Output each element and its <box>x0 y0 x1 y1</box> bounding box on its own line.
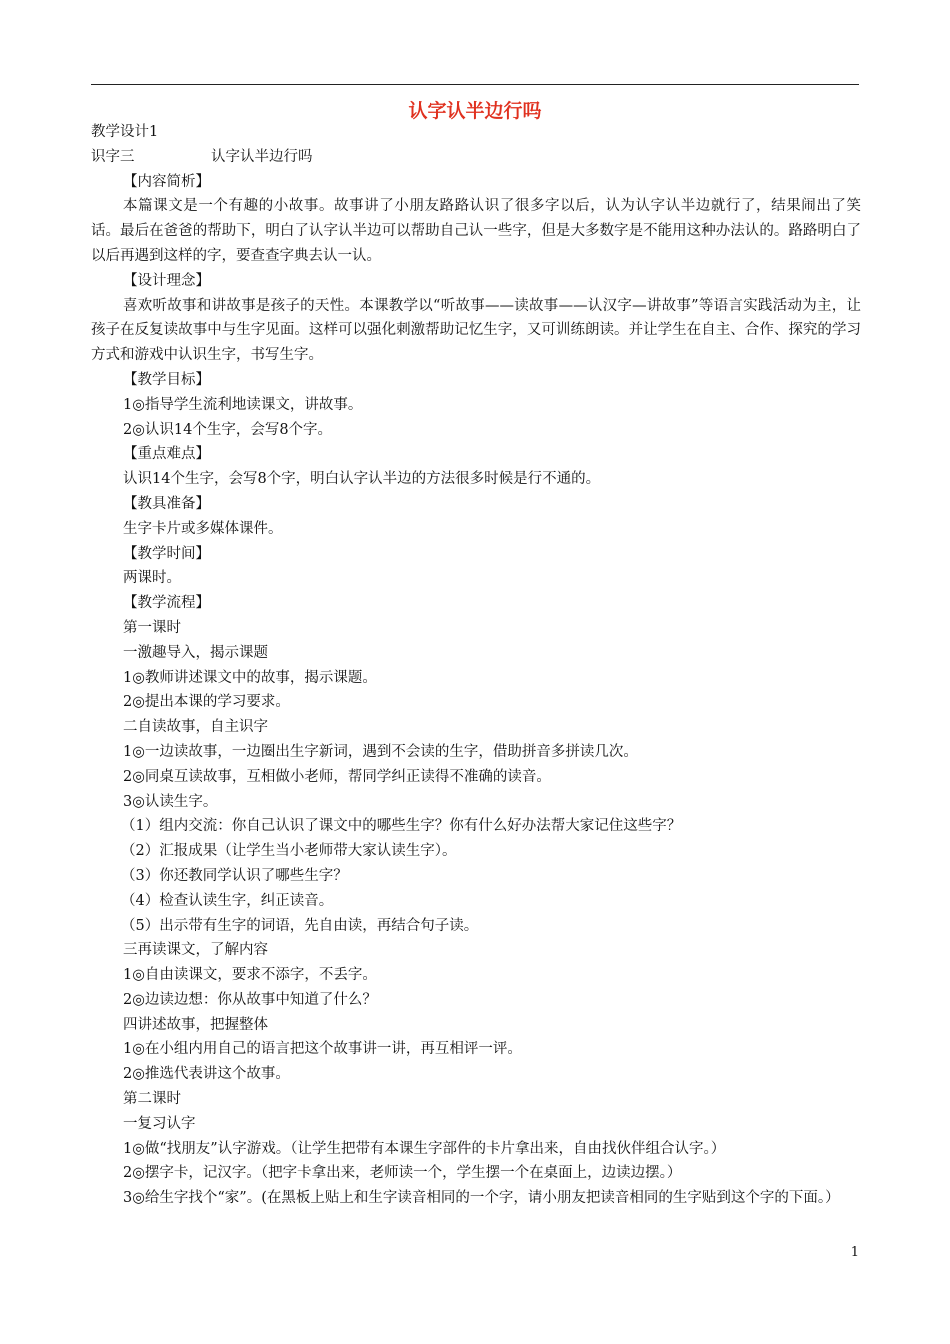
paragraph: 【教具准备】 <box>123 495 210 512</box>
paragraph: 第一课时 <box>123 619 181 636</box>
paragraph: 第二课时 <box>123 1091 181 1108</box>
paragraph: 1◎在小组内用自己的语言把这个故事讲一讲，再互相评一评。 <box>123 1041 522 1058</box>
paragraph: 【设计理念】 <box>123 272 210 289</box>
paragraph: 【教学目标】 <box>123 371 210 388</box>
paragraph: 2◎认识14个生字，会写8个字。 <box>123 421 333 438</box>
paragraph: 1◎自由读课文，要求不添字，不丢字。 <box>123 967 377 984</box>
paragraph: 2◎推选代表讲这个故事。 <box>123 1066 290 1083</box>
paragraph: 1◎指导学生流利地读课文，讲故事。 <box>123 396 363 413</box>
unit-line <box>91 145 861 170</box>
paragraph: 2◎同桌互读故事，互相做小老师，帮同学纠正读得不准确的读音。 <box>123 768 551 785</box>
paragraph: 【重点难点】 <box>123 446 210 463</box>
paragraph: 【教学流程】 <box>123 595 210 612</box>
paragraph: 四讲述故事，把握整体 <box>123 1016 268 1033</box>
paragraph: 2◎摆字卡，记汉字。（把字卡拿出来，老师读一个，学生摆一个在桌面上，边读边摆。） <box>123 1165 682 1182</box>
doc-title: 认字认半边行吗 <box>408 100 542 122</box>
paragraph: （2）汇报成果（让学生当小老师带大家认读生字）。 <box>121 843 457 860</box>
paragraph: 1◎做“找朋友”认字游戏。（让学生把带有本课生字部件的卡片拿出来，自由找伙伴组合认字。） <box>123 1140 726 1157</box>
paragraph: 两课时。 <box>123 570 181 587</box>
paragraph: 【教学时间】 <box>123 545 210 562</box>
paragraph: （5）出示带有生字的词语，先自由读，再结合句子读。 <box>121 917 479 934</box>
doc-body <box>91 120 861 1211</box>
paragraph: （4）检查认读生字，纠正读音。 <box>121 892 334 909</box>
design-label: 教学设计1 <box>91 124 159 140</box>
paragraph: 1◎一边读故事，一边圈出生字新词，遇到不会读的生字，借助拼音多拼读几次。 <box>123 743 638 760</box>
paragraph: 生字卡片或多媒体课件。 <box>123 520 283 537</box>
paragraph: 认识14个生字，会写8个字，明白认字认半边的方法很多时候是行不通的。 <box>123 471 601 488</box>
paragraph: 2◎提出本课的学习要求。 <box>123 694 290 711</box>
unit-title: 认字认半边行吗 <box>211 148 313 165</box>
unit-label: 识字三 <box>91 148 135 165</box>
paragraph: 一激趣导入，揭示课题 <box>123 644 268 661</box>
paragraph: 【内容简析】 <box>123 173 210 190</box>
paragraph: 3◎认读生字。 <box>123 793 218 810</box>
paragraph: 1◎教师讲述课文中的故事，揭示课题。 <box>123 669 377 686</box>
paragraph: （1）组内交流：你自己认识了课文中的哪些生字？你有什么好办法帮大家记住这些字？ <box>121 818 682 835</box>
paragraph: 3◎给生字找个“家”。(在黑板上贴上和生字读音相同的一个字，请小朋友把读音相同的生字贴到这个字的下面。） <box>123 1190 840 1207</box>
paragraph: （3）你还教同学认识了哪些生字？ <box>121 867 348 884</box>
paragraph: 二自读故事，自主识字 <box>123 719 268 736</box>
paragraph: 2◎边读边想：你从故事中知道了什么？ <box>123 991 377 1008</box>
page-number: 1 <box>850 1245 859 1260</box>
header-rule <box>91 84 859 85</box>
paragraph: 三再读课文，了解内容 <box>123 942 268 959</box>
paragraph: 喜欢听故事和讲故事是孩子的天性。本课教学以“听故事——读故事——认汉字—讲故事”等语言实践活动为主，让孩子在反复读故事中与生字见面。这样可以强化刺激帮助记忆生字，又可训练朗读。并让学生在自主、合作、探究的学习方式和游戏中认识生字，书写生字。 <box>91 297 861 364</box>
paragraph: 一复习认字 <box>123 1115 196 1132</box>
paragraph: 本篇课文是一个有趣的小故事。故事讲了小朋友路路认识了很多字以后，认为认字认半边就行了，结果闹出了笑话。最后在爸爸的帮助下，明白了认字认半边可以帮助自己认一些字，但是大多数字是不能用这种办法认的。路路明白了以后再遇到这样的字，要查查字典去认一认。 <box>91 198 861 264</box>
